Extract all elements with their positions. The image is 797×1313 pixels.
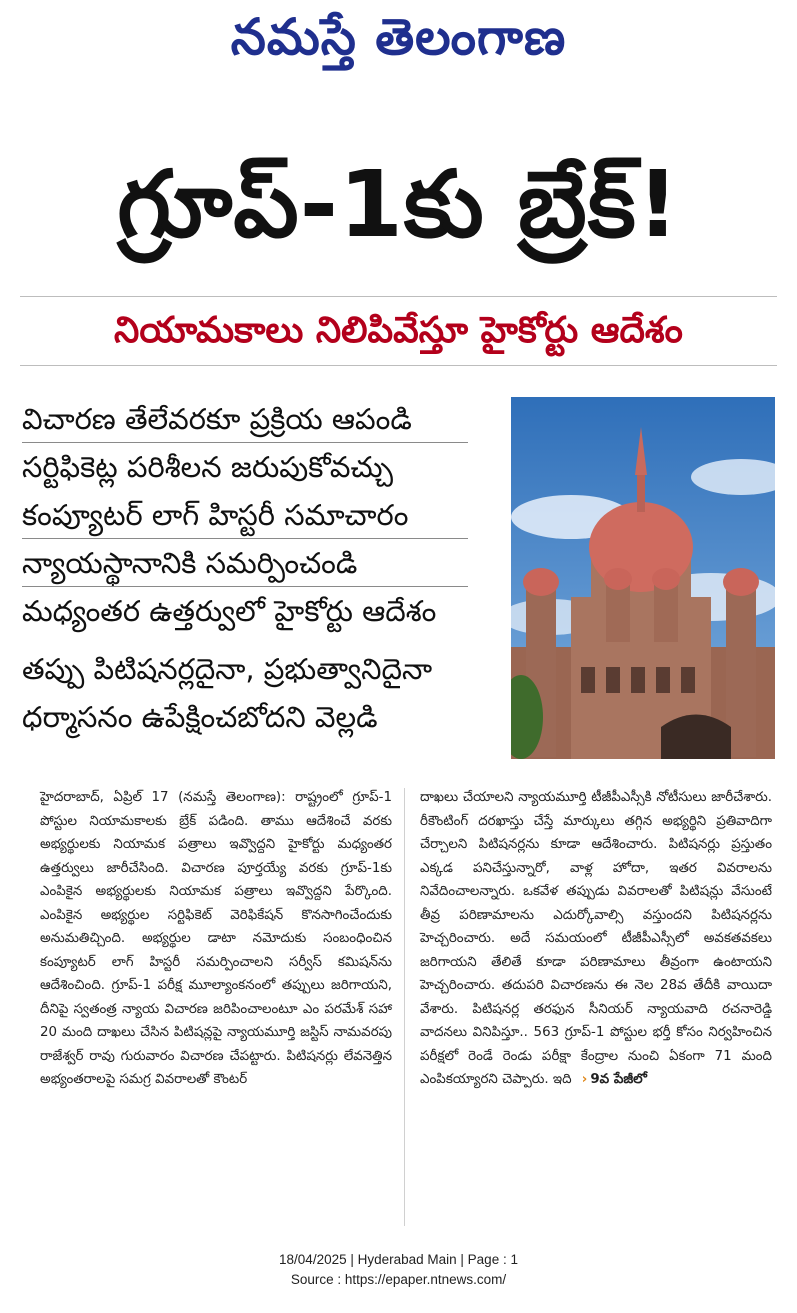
deck-line: సర్టిఫికెట్ల పరిశీలన జరుపుకోవచ్చు bbox=[22, 450, 394, 484]
deck-line: తప్పు పిటిషనర్లదైనా, ప్రభుత్వానిదైనా bbox=[22, 652, 433, 686]
article-column-left: హైదరాబాద్, ఏప్రిల్ 17 (నమస్తే తెలంగాణ): రాష్ట్రంలో గ్రూప్-1 పోస్టుల నియామకాలకు బ్రేక్ పడింది. తాము ఆదేశించే వరకు అభ్యర్థులకు నియామక పత్రాలు ఇవ్వొద్దని హైకోర్టు మధ్యంతర ఉత్తర్వులు జారీచేసింది. విచారణ పూర్తయ్యే వరకు గ్రూప్-1కు ఎంపికైన అభ్యర్థులకు నియామక పత్రాలు ఇవ్వొద్దని పేర్కొంది. ఎంపికైన అభ్యర్థుల సర్టిఫికెట్ వెరిఫికేషన్ కొనసాగించేందుకు అనుమతిచ్చింది. అభ్యర్థుల డాటా నమోదుకు సంబంధించిన కంప్యూటర్ లాగ్ హిస్టరీ సమర్పించాలని సర్వీస్ కమిషన్‌ను ఆదేశించింది. గ్రూప్-1 పరీక్ష మూల్యాంకనంలో తప్పులు జరిగాయని, దీనిపై స్వతంత్ర న్యాయ విచారణ జరిపించాలంటూ ఎం పరమేశ్ సహా 20 మంది దాఖలు చేసిన పిటిషన్లపై న్యాయమూర్తి జస్టిస్ నామవరపు రాజేశ్వర్ రావు గురువారం విచారణ చేపట్టారు. పిటిషనర్లు లేవనెత్తిన అభ్యంతరాలపై సమగ్ర వివరాలతో కౌంటర్ bbox=[40, 790, 392, 1087]
subhead-rule-top bbox=[20, 296, 777, 297]
subhead-rule-bottom bbox=[20, 365, 777, 366]
high-court-photo bbox=[511, 397, 775, 759]
footer-source: Source : https://epaper.ntnews.com/ bbox=[290, 1272, 507, 1287]
headline: గ్రూప్-1కు బ్రేక్! bbox=[117, 151, 680, 258]
deck-line: మధ్యంతర ఉత్తర్వులో హైకోర్టు ఆదేశం bbox=[22, 594, 437, 628]
article-column-right-text: దాఖలు చేయాలని న్యాయమూర్తి టీజీపీఎస్సీకి నోటీసులు జారీచేశారు. రీకౌంటింగ్ దరఖాస్తు చేస్తే మార్కులు తగ్గిన అభ్యర్థిని ప్రతివాదిగా చేర్చాలని పిటిషనర్లను కూడా ఆదేశించారు. పిటిషనర్లు ప్రస్తుతం ఎక్కడ పనిచేస్తున్నారో, వాళ్ల హోదా, ఇతర వివరాలను నివేదించాలన్నారు. ఒకవేళ తప్పుడు వివరాలతో పిటిషన్లు వేసుంటే తీవ్ర పరిణామాలను ఎదుర్కోవాల్సి వస్తుందని పిటిషనర్లను హెచ్చరించారు. అదే సమయంలో టీజీపీఎస్సీలో అవకతవకలు జరిగాయని తేలితే కూడా పరిణామాలు తీవ్రంగా ఉంటాయని హెచ్చరించారు. తదుపరి విచారణను ఈ నెల 28వ తేదీకి వాయిదా వేశారు. పిటిషనర్ల తరఫున సీనియర్ న్యాయవాది రచనారెడ్డి వాదనలు వినిపిస్తూ.. 563 గ్రూప్-1 పోస్టుల భర్తీ కోసం నిర్వహించిన పరీక్షలో రెండే రెండు పరీక్షా కేంద్రాల నుంచి ఏకంగా 71 మంది ఎంపికయ్యారని చెప్పారు. ఇది bbox=[420, 790, 772, 1087]
footer-date-edition: 18/04/2025 | Hyderabad Main | Page : 1 bbox=[279, 1252, 518, 1267]
article-column-right bbox=[420, 786, 772, 1092]
deck-line: కంప్యూటర్ లాగ్ హిస్టరీ సమాచారం bbox=[22, 491, 468, 539]
deck-line: న్యాయస్థానానికి సమర్పించండి bbox=[22, 539, 468, 587]
column-divider bbox=[404, 788, 405, 1226]
continued-on-page[interactable] bbox=[582, 1068, 647, 1092]
deck-line: ధర్మాసనం ఉపేక్షించబోదని వెల్లడి bbox=[22, 700, 378, 734]
masthead-logo: నమస్తే తెలంగాణ bbox=[230, 7, 567, 66]
chevron-right-icon: › bbox=[581, 1072, 588, 1087]
deck-gap bbox=[22, 635, 492, 645]
deck-list bbox=[22, 395, 492, 741]
high-court-building-icon bbox=[511, 397, 775, 759]
continued-label: 9వ పేజీలో bbox=[590, 1072, 647, 1087]
subheadline: నియామకాలు నిలిపివేస్తూ హైకోర్టు ఆదేశం bbox=[114, 310, 683, 351]
deck-line: విచారణ తేలేవరకూ ప్రక్రియ ఆపండి bbox=[22, 395, 468, 443]
